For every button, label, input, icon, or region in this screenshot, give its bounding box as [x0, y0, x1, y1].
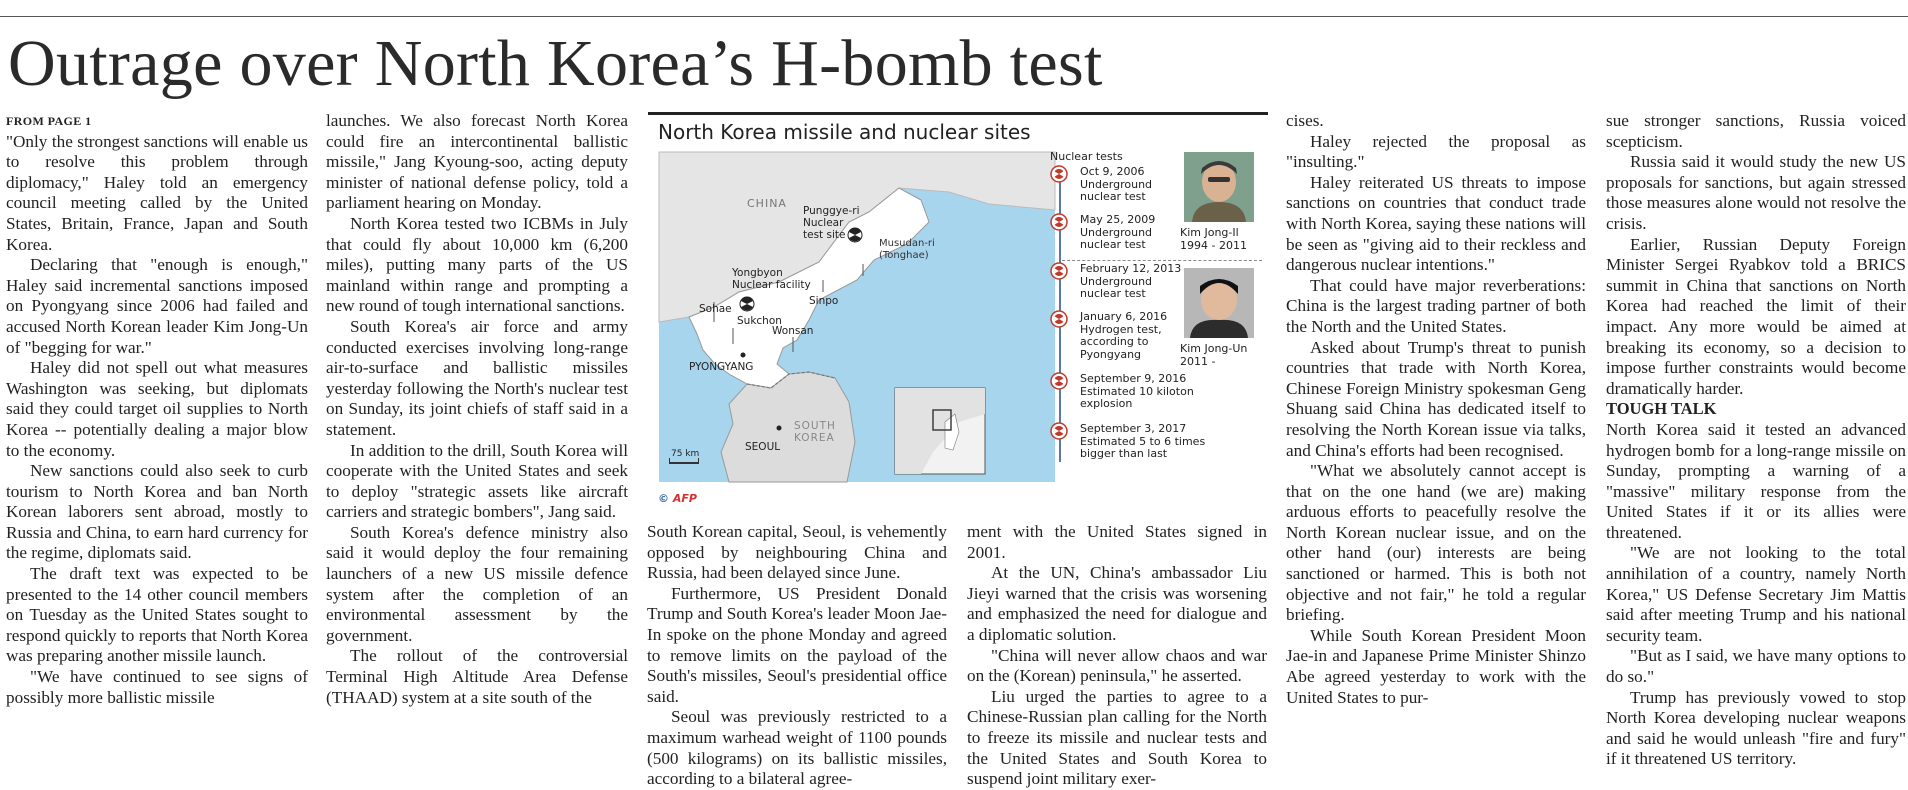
- person-portrait-icon: [1184, 268, 1254, 338]
- portrait-kim-jong-un: [1184, 268, 1254, 338]
- yongbyon-label: Yongbyon Nuclear facility: [732, 267, 811, 291]
- paragraph: cises.: [1286, 111, 1324, 130]
- paragraph: "What we absolutely cannot accept is that on the one hand (we are) making arduous efforts to peacefully resolve the North Korean nuclear issue, and on the other hand (our) interests are being sanctioned or harmed. This is both not objective and not fair," he told a regular briefing.: [1286, 461, 1586, 625]
- paragraph: That could have major reverberations: China is the largest trading partner of both the North and the United States.: [1286, 275, 1586, 336]
- paragraph: sue stronger sanctions, Russia voiced scepticism.: [1606, 111, 1906, 151]
- radiation-icon: [1050, 213, 1068, 231]
- paragraph: The draft text was expected to be presented to the 14 other council members on Tuesday as the United States sought to respond quickly to reports that North Korea was preparing another missile launch.: [6, 564, 308, 666]
- caption-kim-jong-il: Kim Jong-Il 1994 - 2011: [1180, 226, 1247, 252]
- paragraph: Seoul was previously restricted to a maximum warhead weight of 1100 pounds (500 kilograms) on its ballistic missiles, according to a bilateral agree-: [647, 707, 947, 789]
- paragraph: "Only the strongest sanctions will enable us to resolve this problem through diplomacy," Haley told an emergency council meeting called by the United States, Britain, France, Japan and South Korea.: [6, 131, 308, 254]
- person-portrait-icon: [1184, 152, 1254, 222]
- musudan-label: Musudan-ri (Tonghae): [879, 238, 935, 261]
- paragraph: South Korea's defence ministry also said it would deploy the four remaining launchers of a new US missile defence system after the completion of an environmental assessment by the government.: [326, 522, 628, 645]
- paragraph: In addition to the drill, South Korea will cooperate with the United States and seek to deploy "strategic assets like aircraft carriers and strategic bombers", Jang said.: [326, 440, 628, 522]
- sukchon-label: Sukchon: [737, 315, 782, 327]
- column-1: [6, 111, 308, 774]
- paragraph: South Korean capital, Seoul, is vehemently opposed by neighbouring China and Russia, had been delayed since June.: [647, 522, 947, 583]
- paragraph: Declaring that "enough is enough," Haley said incremental sanctions imposed on Pyongyang since 2006 had failed and accused North Korean leader Kim Jong-Un of "begging for war.": [6, 255, 308, 357]
- graphic-top-rule: [648, 112, 1268, 115]
- paragraph: While South Korean President Moon Jae-in and Japanese Prime Minister Shinzo Abe agreed yesterday to work with the United States to pur-: [1286, 625, 1586, 707]
- sinpo-label: Sinpo: [809, 295, 839, 307]
- paragraph: ment with the United States signed in 2001.: [967, 522, 1267, 562]
- paragraph: The rollout of the controversial Terminal High Altitude Area Defense (THAAD) system at a site south of the: [326, 646, 628, 707]
- punggye-label: Punggye-ri Nuclear test site: [803, 205, 860, 241]
- china-label: CHINA: [747, 197, 787, 210]
- column-2: [326, 111, 628, 774]
- column-4: [1286, 111, 1586, 774]
- radiation-icon: [1050, 165, 1068, 183]
- paragraph: Haley reiterated US threats to impose sanctions on countries that conduct trade with North Korea, saying these nations will be seen as "giving aid to their reckless and dangerous nuclear intentions.": [1286, 172, 1586, 275]
- sohae-label: Sohae: [699, 303, 732, 315]
- paragraph: launches. We also forecast North Korea could fire an intercontinental ballistic missile," Jang Kyoung-soo, acting deputy minister of national defense policy, told a parliament hearing on Monday.: [326, 111, 628, 213]
- portrait-kim-jong-il: [1184, 152, 1254, 222]
- headline: Outrage over North Korea’s H-bomb test: [8, 27, 1103, 100]
- paragraph: New sanctions could also seek to curb tourism to North Korea and ban North Korean laborers sent abroad, mostly to Russia and China, to earn hard currency for the regime, diplomats said.: [6, 461, 308, 563]
- radiation-icon: [1050, 422, 1068, 440]
- yongbyon-marker: [740, 297, 754, 311]
- seoul-label: SEOUL: [745, 441, 781, 453]
- paragraph: Liu urged the parties to agree to a Chinese-Russian plan calling for the North to freeze its missile and nuclear tests and the United States and South Korea to suspend joint military exer-: [967, 686, 1267, 789]
- wonsan-label: Wonsan: [772, 325, 814, 337]
- inset-map: [895, 388, 985, 474]
- seoul-dot: [777, 426, 782, 431]
- radiation-icon: [1050, 262, 1068, 280]
- paragraph: North Korea said it tested an advanced hydrogen bomb for a long-range missile on Sunday, prompting a warning of a "massive" military response from the United States if it or its allies were threatened.: [1606, 419, 1906, 542]
- paragraph: Earlier, Russian Deputy Foreign Minister Sergei Ryabkov told a BRICS summit in China that sanctions on North Korea had reached the limit of their impact. Any more would be aimed at breaking its economy, so a decision to impose further constraints would become dramatically harder.: [1606, 234, 1906, 398]
- pyongyang-label: PYONGYANG: [689, 361, 754, 373]
- south-korea-label: SOUTH KOREA: [794, 420, 836, 444]
- paragraph: "We are not looking to the total annihilation of a country, namely North Korea," US Defense Secretary Jim Mattis said after meeting Trump and his national security team.: [1606, 543, 1906, 645]
- scale-label: 75 km: [671, 449, 700, 459]
- column-5: [1606, 111, 1906, 774]
- paragraph: Asked about Trump's threat to punish countries that trade with North Korea, Chinese Foreign Ministry spokesman Geng Shuang said China has dedicated itself to resolving the North Korean issue via talks, and China's efforts had been recognised.: [1286, 337, 1586, 460]
- paragraph: South Korea's air force and army conducted exercises involving long-range air-to-surface and ballistic missiles yesterday following the North's nuclear test on Sunday, its joint chiefs of staff said in a statement.: [326, 316, 628, 439]
- timeline-divider: [1062, 260, 1262, 261]
- top-rule: [0, 16, 1908, 17]
- paragraph: At the UN, China's ambassador Liu Jieyi warned that the crisis was worsening and emphasized the need for dialogue and a diplomatic solution.: [967, 563, 1267, 644]
- paragraph: "But as I said, we have many options to do so.": [1606, 646, 1906, 687]
- radiation-icon: [1050, 310, 1068, 328]
- paragraph: "We have continued to see signs of possibly more ballistic missile: [6, 667, 308, 707]
- korea-map: [659, 152, 1055, 482]
- scale-bar: [669, 462, 699, 464]
- paragraph: Furthermore, US President Donald Trump and South Korea's leader Moon Jae-In spoke on the phone Monday and agreed to remove limits on the payload of the South's missiles, Seoul's presidential office said.: [647, 583, 947, 706]
- punggye-marker: [848, 228, 862, 242]
- paragraph: Trump has previously vowed to stop North Korea developing nuclear weapons and said he would unleash "fire and fury" if it threatened US territory.: [1606, 687, 1906, 769]
- column-3b: [967, 522, 1267, 789]
- paragraph: Russia said it would study the new US proposals for sanctions, but again stressed those measures alone would not resolve the crisis.: [1606, 152, 1906, 233]
- timeline-heading: Nuclear tests: [1050, 150, 1123, 163]
- paragraph: Haley did not spell out what measures Washington was seeking, but diplomats said they could target oil supplies to North Korea -- potentially dealing a major blow to the economy.: [6, 358, 308, 460]
- paragraph: Haley rejected the proposal as "insulting.": [1286, 131, 1586, 172]
- kicker: FROM PAGE 1: [6, 114, 92, 128]
- paragraph: "China will never allow chaos and war on the (Korean) peninsula," he asserted.: [967, 645, 1267, 686]
- subhead: TOUGH TALK: [1606, 399, 1717, 419]
- pyongyang-dot: [741, 353, 746, 358]
- paragraph: North Korea tested two ICBMs in July that could fly about 10,000 km (6,200 miles), putting many parts of the US mainland within range and prompting a new round of tough international sanctions.: [326, 213, 628, 316]
- column-3a: [647, 522, 947, 789]
- graphic-title: North Korea missile and nuclear sites: [658, 120, 1031, 144]
- caption-kim-jong-un: Kim Jong-Un 2011 -: [1180, 342, 1248, 368]
- radiation-icon: [1050, 372, 1068, 390]
- photo-credit: © AFP: [658, 492, 697, 505]
- infographic: North Korea missile and nuclear sites CHINA Punggye-ri Nuclear test site Musudan-ri (Tonghae) Yongbyon Nuclear facility Sohae Sinpo Sukchon Wonsan PYONGYANG SOUTH KOREA SEOUL 75 km Nuclear tests Oct 9, 2006 Underground nuclear test May 25, 2009 Underground nuclear test February 12, 2013 Underground nuclear test January 6, 2016 Hydrogen test, according to Pyongyang September 9, 2016 Estimated 10 kiloton explosion September 3, 2017 Estimated 5 to 6 times bigger than last Kim Jong-Il 1994 - 2011 Kim Jong-Un 2011 - © AFP: [648, 112, 1268, 512]
